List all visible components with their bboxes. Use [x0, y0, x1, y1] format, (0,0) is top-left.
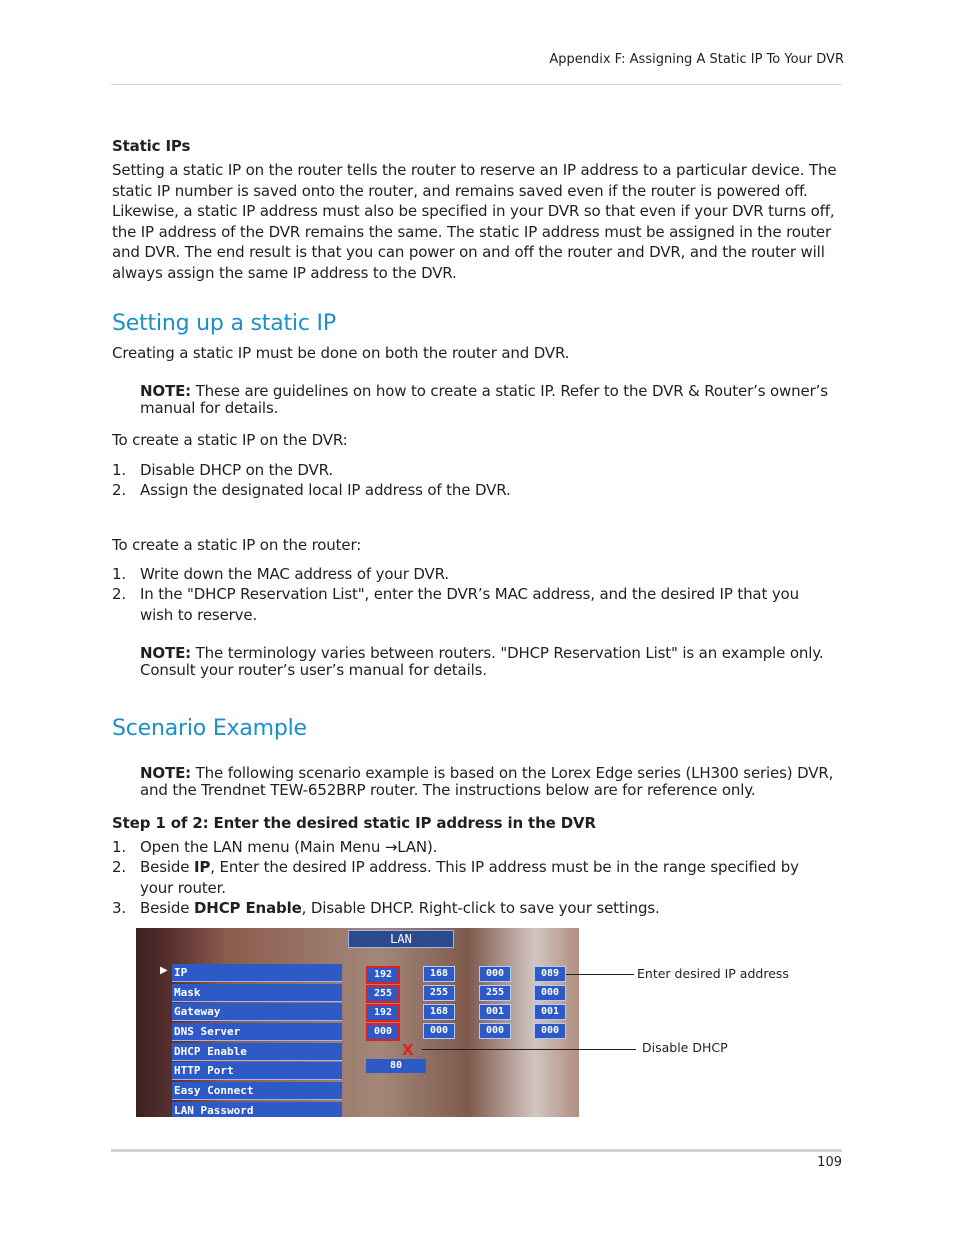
mask-octet-2: 255	[423, 985, 455, 1001]
gateway-octet-1: 192	[366, 1004, 400, 1022]
menu-item-lan-password: LAN Password	[172, 1102, 342, 1117]
dvr-intro: To create a static IP on the DVR:	[112, 431, 348, 449]
callout-dhcp: Disable DHCP	[642, 1040, 728, 1055]
para-line: always assign the same IP address to the DVR.	[112, 263, 457, 282]
callout-line-dhcp	[422, 1049, 636, 1050]
scenario-heading: Scenario Example	[112, 716, 307, 741]
step-text: , Disable DHCP. Right-click to save your settings.	[301, 899, 660, 917]
list-item: 2. Beside IP, Enter the desired IP address. This IP address must be in the range specified by your router.	[112, 857, 852, 898]
step-text: Beside	[140, 858, 194, 876]
footer-rule	[111, 1149, 842, 1152]
http-port-value: 80	[366, 1059, 426, 1073]
dns-octet-1: 000	[366, 1023, 400, 1041]
para-line: static IP number is saved onto the router, and remains saved even if the router is powered off.	[112, 181, 808, 200]
mask-octet-4: 000	[534, 985, 566, 1001]
list-item: 1. Disable DHCP on the DVR.	[112, 460, 852, 481]
gateway-octet-3: 001	[479, 1004, 511, 1020]
router-note	[140, 645, 850, 679]
dns-octet-3: 000	[479, 1023, 511, 1039]
note-label: NOTE:	[140, 382, 192, 400]
header-rule	[111, 84, 842, 85]
static-ips-heading: Static IPs	[112, 137, 191, 155]
scenario-note	[140, 765, 850, 799]
callout-ip: Enter desired IP address	[637, 966, 789, 981]
gateway-octet-4: 001	[534, 1004, 566, 1020]
list-item-text: wish to reserve.	[140, 605, 258, 624]
para-line: Likewise, a static IP address must also be specified in your DVR so that even if your DVR turns off,	[112, 202, 835, 220]
step-bold: DHCP Enable	[193, 899, 302, 917]
note-text: Consult your router’s user’s manual for details.	[140, 661, 487, 679]
ip-octet-4: 089	[534, 966, 566, 982]
setup-note	[140, 383, 850, 417]
list-item: 1. Open the LAN menu (Main Menu →LAN).	[112, 837, 852, 858]
note-text: These are guidelines on how to create a static IP. Refer to the DVR & Router’s owner’s	[191, 382, 828, 400]
step-heading: Step 1 of 2: Enter the desired static IP address in the DVR	[112, 814, 596, 832]
callout-line-ip	[566, 974, 634, 975]
setup-heading: Setting up a static IP	[112, 311, 336, 336]
setup-intro: Creating a static IP must be done on both the router and DVR.	[112, 344, 570, 362]
para-line: Setting a static IP on the router tells the router to reserve an IP address to a particular device. The	[112, 161, 837, 179]
step-text: , Enter the desired IP address. This IP address must be in the range specified by	[210, 858, 799, 876]
menu-pointer-icon: ▶	[160, 965, 168, 976]
menu-item-gateway: Gateway	[172, 1003, 342, 1021]
running-header: Appendix F: Assigning A Static IP To Your DVR	[549, 52, 844, 67]
ip-octet-3: 000	[479, 966, 511, 982]
list-item-text: Assign the designated local IP address of the DVR.	[140, 481, 511, 499]
list-item-text: Open the LAN menu (Main Menu →LAN).	[140, 838, 438, 856]
note-label: NOTE:	[140, 764, 192, 782]
gateway-octet-2: 168	[423, 1004, 455, 1020]
ip-octet-2: 168	[423, 966, 455, 982]
router-intro: To create a static IP on the router:	[112, 536, 362, 554]
dvr-lan-screenshot	[136, 928, 579, 1117]
dhcp-disabled-mark: X	[402, 1041, 414, 1059]
list-item: 1. Write down the MAC address of your DVR.	[112, 564, 852, 585]
para-line: and DVR. The end result is that you can power on and off the router and DVR, and the router will	[112, 243, 825, 261]
page-number: 109	[817, 1155, 842, 1170]
menu-item-easy-connect: Easy Connect	[172, 1082, 342, 1100]
para-line: the IP address of the DVR remains the same. The static IP address must be assigned in the router	[112, 222, 831, 241]
list-item-text: Disable DHCP on the DVR.	[140, 461, 333, 479]
menu-item-ip: IP	[172, 964, 342, 982]
list-item: 2. In the "DHCP Reservation List", enter the DVR’s MAC address, and the desired IP that you wish to reserve.	[112, 584, 852, 625]
list-item-text: Write down the MAC address of your DVR.	[140, 565, 449, 583]
list-item-text: your router.	[140, 878, 226, 897]
mask-octet-3: 255	[479, 985, 511, 1001]
ip-octet-1: 192	[366, 966, 400, 984]
lan-menu-list	[172, 964, 342, 1117]
note-text: The following scenario example is based on the Lorex Edge series (LH300 series) DVR,	[191, 764, 834, 782]
dns-octet-2: 000	[423, 1023, 455, 1039]
note-label: NOTE:	[140, 644, 192, 662]
note-text: manual for details.	[140, 399, 279, 417]
list-item-text: In the "DHCP Reservation List", enter the DVR’s MAC address, and the desired IP that you	[140, 585, 799, 603]
list-item: 3. Beside DHCP Enable, Disable DHCP. Right-click to save your settings.	[112, 899, 660, 917]
list-item: 2. Assign the designated local IP address of the DVR.	[112, 480, 852, 501]
note-text: and the Trendnet TEW-652BRP router. The instructions below are for reference only.	[140, 781, 756, 799]
menu-item-mask: Mask	[172, 984, 342, 1002]
step-text: Beside	[140, 899, 194, 917]
dns-octet-4: 000	[534, 1023, 566, 1039]
lan-menu-title: LAN	[348, 930, 454, 948]
note-text: The terminology varies between routers. "DHCP Reservation List" is an example only.	[191, 644, 824, 662]
menu-item-dns: DNS Server	[172, 1023, 342, 1041]
step-bold: IP	[193, 858, 211, 876]
mask-octet-1: 255	[366, 985, 400, 1003]
static-ips-paragraph	[112, 160, 847, 283]
menu-item-http-port: HTTP Port	[172, 1062, 342, 1080]
menu-item-dhcp: DHCP Enable	[172, 1043, 342, 1061]
